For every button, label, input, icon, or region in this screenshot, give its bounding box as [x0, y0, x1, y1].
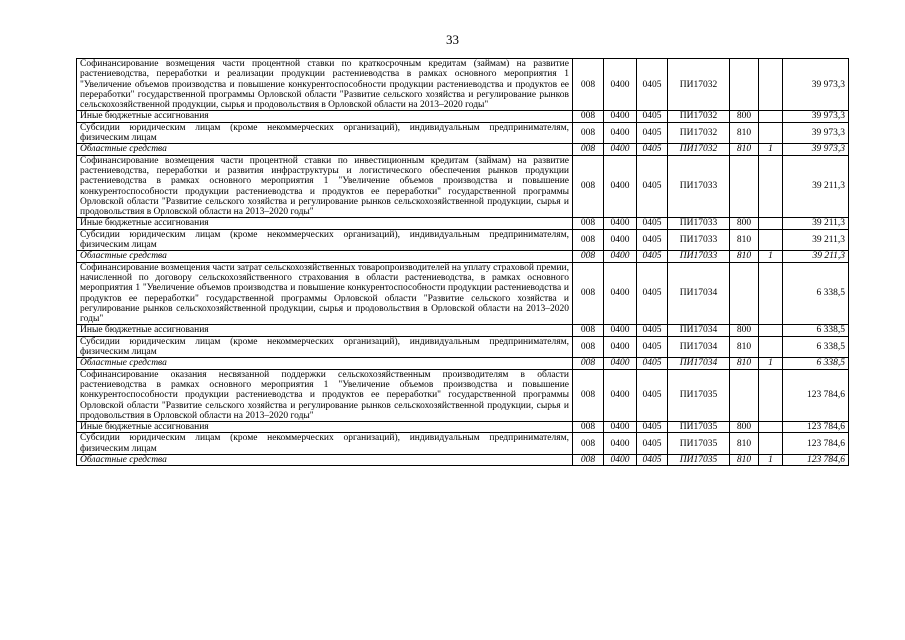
section-code-cell: 0400 — [604, 218, 637, 229]
funding-source-cell — [759, 433, 783, 455]
expense-type-cell: 800 — [730, 111, 759, 122]
ministry-code-cell: 008 — [573, 251, 604, 262]
subsection-code-cell: 0405 — [637, 336, 668, 358]
section-code-cell: 0400 — [604, 144, 637, 155]
section-code-cell: 0400 — [604, 336, 637, 358]
expense-type-cell: 800 — [730, 422, 759, 433]
subsection-code-cell: 0405 — [637, 369, 668, 421]
description-cell: Субсидии юридическим лицам (кроме некоммерческих организаций), индивидуальным предпринимателям, физическим лицам — [77, 336, 573, 358]
description-cell: Софинансирование возмещения части процентной ставки по инвестиционным кредитам (займам) на развитие растениеводства, переработки и развития инфраструктуры и логистического обеспечения рынков продукции растениеводства в рамках основного мероприятия 1 "Увеличение объемов производства и повышение конкурентоспособности продукции растениеводства и продуктов ее переработки" государственной программы Орловской области "Развитие сельского хозяйства и регулирование рынков сельскохозяйственной продукции, сырья и продовольствия в Орловской области на 2013–2020 годы" — [77, 155, 573, 218]
expense-type-cell: 810 — [730, 144, 759, 155]
table-row — [77, 433, 849, 455]
amount-cell: 123 784,6 — [783, 422, 849, 433]
table-body — [77, 59, 849, 466]
subsection-code-cell: 0405 — [637, 422, 668, 433]
target-article-cell: ПИ17032 — [668, 122, 730, 144]
amount-cell: 39 973,3 — [783, 111, 849, 122]
expense-type-cell: 800 — [730, 218, 759, 229]
funding-source-cell — [759, 155, 783, 218]
section-code-cell: 0400 — [604, 454, 637, 465]
ministry-code-cell: 008 — [573, 358, 604, 369]
table-row — [77, 454, 849, 465]
target-article-cell: ПИ17034 — [668, 325, 730, 336]
ministry-code-cell: 008 — [573, 111, 604, 122]
subsection-code-cell: 0405 — [637, 454, 668, 465]
amount-cell: 39 211,3 — [783, 251, 849, 262]
description-cell: Софинансирование возмещения части процентной ставки по краткосрочным кредитам (займам) на развитие растениеводства, переработки и реализации продукции растениеводства в рамках основного мероприятия 1 "Увеличение объемов производства и повышение конкурентоспособности продукции растениеводства и продуктов ее переработки" государственной программы Орловской области "Развитие сельского хозяйства и регулирование рынков сельскохозяйственной продукции, сырья и продовольствия в Орловской области на 2013–2020 годы" — [77, 59, 573, 111]
target-article-cell: ПИ17035 — [668, 454, 730, 465]
target-article-cell: ПИ17034 — [668, 262, 730, 325]
ministry-code-cell: 008 — [573, 155, 604, 218]
table-row — [77, 111, 849, 122]
target-article-cell: ПИ17033 — [668, 218, 730, 229]
ministry-code-cell: 008 — [573, 433, 604, 455]
funding-source-cell — [759, 218, 783, 229]
description-cell: Субсидии юридическим лицам (кроме некоммерческих организаций), индивидуальным предпринимателям, физическим лицам — [77, 229, 573, 251]
section-code-cell: 0400 — [604, 111, 637, 122]
amount-cell: 39 973,3 — [783, 122, 849, 144]
amount-cell: 39 211,3 — [783, 218, 849, 229]
target-article-cell: ПИ17033 — [668, 229, 730, 251]
description-cell: Областные средства — [77, 251, 573, 262]
amount-cell: 39 973,3 — [783, 144, 849, 155]
ministry-code-cell: 008 — [573, 144, 604, 155]
subsection-code-cell: 0405 — [637, 325, 668, 336]
subsection-code-cell: 0405 — [637, 155, 668, 218]
funding-source-cell: 1 — [759, 454, 783, 465]
section-code-cell: 0400 — [604, 122, 637, 144]
ministry-code-cell: 008 — [573, 218, 604, 229]
expense-type-cell: 810 — [730, 336, 759, 358]
subsection-code-cell: 0405 — [637, 262, 668, 325]
ministry-code-cell: 008 — [573, 325, 604, 336]
table-row — [77, 262, 849, 325]
amount-cell: 6 338,5 — [783, 358, 849, 369]
subsection-code-cell: 0405 — [637, 122, 668, 144]
funding-source-cell — [759, 262, 783, 325]
target-article-cell: ПИ17035 — [668, 422, 730, 433]
funding-source-cell — [759, 59, 783, 111]
table-row — [77, 218, 849, 229]
subsection-code-cell: 0405 — [637, 358, 668, 369]
description-cell: Иные бюджетные ассигнования — [77, 325, 573, 336]
section-code-cell: 0400 — [604, 325, 637, 336]
amount-cell: 123 784,6 — [783, 369, 849, 421]
subsection-code-cell: 0405 — [637, 251, 668, 262]
section-code-cell: 0400 — [604, 358, 637, 369]
amount-cell: 6 338,5 — [783, 325, 849, 336]
funding-source-cell: 1 — [759, 144, 783, 155]
page-number: 33 — [446, 32, 459, 47]
target-article-cell: ПИ17032 — [668, 59, 730, 111]
target-article-cell: ПИ17033 — [668, 251, 730, 262]
expense-type-cell: 810 — [730, 454, 759, 465]
target-article-cell: ПИ17033 — [668, 155, 730, 218]
target-article-cell: ПИ17032 — [668, 111, 730, 122]
expense-type-cell: 810 — [730, 122, 759, 144]
funding-source-cell — [759, 325, 783, 336]
description-cell: Софинансирование возмещения части затрат сельскохозяйственных товаропроизводителей на уплату страховой премии, начисленной по договору сельскохозяйственного страхования в области растениеводства, в рамках основного мероприятия 1 "Увеличение объемов производства и повышение конкурентоспособности продукции растениеводства и продуктов ее переработки" государственной программы Орловской области "Развитие сельского хозяйства и регулирование рынков сельскохозяйственной продукции, сырья и продовольствия в Орловской области на 2013–2020 годы" — [77, 262, 573, 325]
amount-cell: 123 784,6 — [783, 454, 849, 465]
section-code-cell: 0400 — [604, 369, 637, 421]
budget-table — [76, 58, 849, 466]
ministry-code-cell: 008 — [573, 122, 604, 144]
funding-source-cell: 1 — [759, 358, 783, 369]
funding-source-cell — [759, 229, 783, 251]
description-cell: Софинансирование оказания несвязанной поддержки сельскохозяйственным производителям в области растениеводства в рамках основного мероприятия 1 "Увеличение объемов производства и повышение конкурентоспособности продукции растениеводства и продуктов ее переработки" государственной программы Орловской области "Развитие сельского хозяйства и регулирование рынков сельскохозяйственной продукции, сырья и продовольствия в Орловской области на 2013–2020 годы" — [77, 369, 573, 421]
target-article-cell: ПИ17035 — [668, 369, 730, 421]
table-row — [77, 369, 849, 421]
target-article-cell: ПИ17035 — [668, 433, 730, 455]
description-cell: Иные бюджетные ассигнования — [77, 111, 573, 122]
table-row — [77, 59, 849, 111]
amount-cell: 39 211,3 — [783, 229, 849, 251]
table-row — [77, 422, 849, 433]
table-row — [77, 325, 849, 336]
subsection-code-cell: 0405 — [637, 229, 668, 251]
ministry-code-cell: 008 — [573, 59, 604, 111]
subsection-code-cell: 0405 — [637, 433, 668, 455]
table-row — [77, 336, 849, 358]
subsection-code-cell: 0405 — [637, 59, 668, 111]
target-article-cell: ПИ17032 — [668, 144, 730, 155]
ministry-code-cell: 008 — [573, 454, 604, 465]
funding-source-cell — [759, 422, 783, 433]
table-row — [77, 155, 849, 218]
section-code-cell: 0400 — [604, 229, 637, 251]
description-cell: Областные средства — [77, 454, 573, 465]
ministry-code-cell: 008 — [573, 369, 604, 421]
expense-type-cell: 810 — [730, 433, 759, 455]
table-row — [77, 251, 849, 262]
funding-source-cell — [759, 336, 783, 358]
expense-type-cell: 810 — [730, 229, 759, 251]
section-code-cell: 0400 — [604, 155, 637, 218]
description-cell: Областные средства — [77, 358, 573, 369]
table-row — [77, 144, 849, 155]
ministry-code-cell: 008 — [573, 336, 604, 358]
amount-cell: 39 211,3 — [783, 155, 849, 218]
expense-type-cell — [730, 59, 759, 111]
expense-type-cell — [730, 369, 759, 421]
section-code-cell: 0400 — [604, 251, 637, 262]
description-cell: Областные средства — [77, 144, 573, 155]
table-row — [77, 358, 849, 369]
target-article-cell: ПИ17034 — [668, 358, 730, 369]
ministry-code-cell: 008 — [573, 262, 604, 325]
section-code-cell: 0400 — [604, 433, 637, 455]
ministry-code-cell: 008 — [573, 422, 604, 433]
table-row — [77, 229, 849, 251]
amount-cell: 123 784,6 — [783, 433, 849, 455]
section-code-cell: 0400 — [604, 59, 637, 111]
subsection-code-cell: 0405 — [637, 218, 668, 229]
ministry-code-cell: 008 — [573, 229, 604, 251]
amount-cell: 6 338,5 — [783, 262, 849, 325]
amount-cell: 6 338,5 — [783, 336, 849, 358]
description-cell: Иные бюджетные ассигнования — [77, 218, 573, 229]
expense-type-cell — [730, 155, 759, 218]
expense-type-cell: 810 — [730, 251, 759, 262]
description-cell: Субсидии юридическим лицам (кроме некоммерческих организаций), индивидуальным предпринимателям, физическим лицам — [77, 433, 573, 455]
expense-type-cell — [730, 262, 759, 325]
funding-source-cell — [759, 122, 783, 144]
target-article-cell: ПИ17034 — [668, 336, 730, 358]
description-cell: Иные бюджетные ассигнования — [77, 422, 573, 433]
description-cell: Субсидии юридическим лицам (кроме некоммерческих организаций), индивидуальным предпринимателям, физическим лицам — [77, 122, 573, 144]
expense-type-cell: 800 — [730, 325, 759, 336]
expense-type-cell: 810 — [730, 358, 759, 369]
funding-source-cell: 1 — [759, 251, 783, 262]
funding-source-cell — [759, 369, 783, 421]
amount-cell: 39 973,3 — [783, 59, 849, 111]
table-row — [77, 122, 849, 144]
subsection-code-cell: 0405 — [637, 144, 668, 155]
subsection-code-cell: 0405 — [637, 111, 668, 122]
section-code-cell: 0400 — [604, 422, 637, 433]
funding-source-cell — [759, 111, 783, 122]
section-code-cell: 0400 — [604, 262, 637, 325]
